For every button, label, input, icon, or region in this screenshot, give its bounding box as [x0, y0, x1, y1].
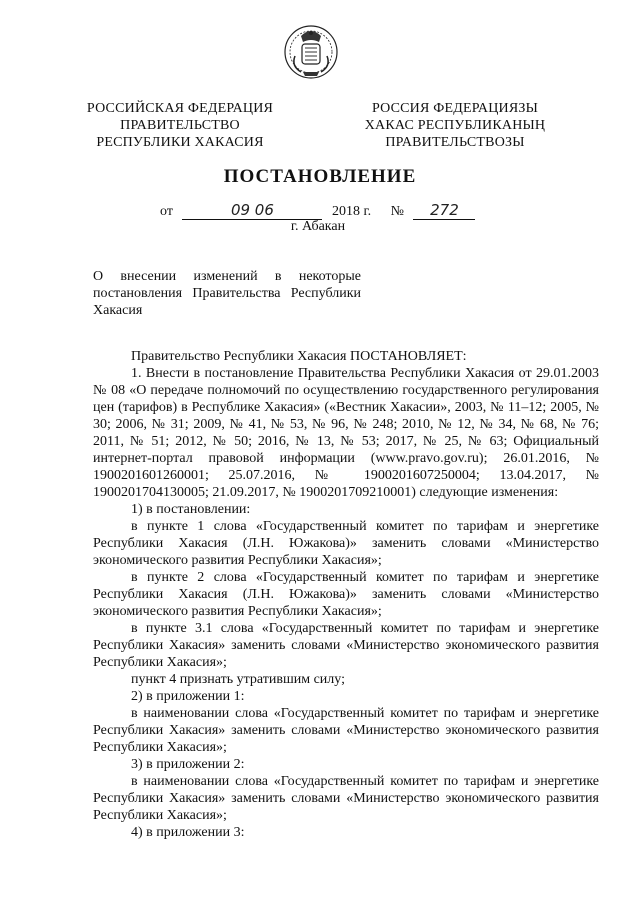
header-right-line-3: ПРАВИТЕЛЬСТВОЗЫ	[385, 135, 525, 150]
body-paragraph: в пункте 3.1 слова «Государственный комитет по тарифам и энергетике Республики Хакасия» заменить словами «Министерство экономического развития Республики Хакасия»;	[93, 621, 599, 670]
subject-line-2: постановления Правительства Республики	[93, 286, 361, 301]
number-label: №	[390, 204, 404, 219]
body-paragraph: 1) в постановлении:	[131, 502, 251, 517]
body-paragraph: пункт 4 признать утратившим силу;	[131, 672, 345, 687]
subject-line-3: Хакасия	[93, 303, 143, 318]
header-russian	[80, 100, 280, 151]
document-body	[93, 348, 599, 841]
subject-line-1: О внесении изменений в некоторые	[93, 269, 361, 284]
city-line	[0, 219, 640, 235]
date-line	[160, 203, 475, 220]
header-khakas	[350, 100, 560, 151]
header-right-line-1: РОССИЯ ФЕДЕРАЦИЯЗЫ	[371, 101, 539, 116]
header-left-line-1: РОССИЙСКАЯ ФЕДЕРАЦИЯ	[86, 101, 274, 116]
document-title: ПОСТАНОВЛЕНИЕ	[223, 166, 417, 187]
coat-of-arms-emblem-icon	[283, 22, 339, 80]
body-paragraph: 2) в приложении 1:	[131, 689, 245, 704]
header-left-line-2: ПРАВИТЕЛЬСТВО	[120, 118, 240, 133]
body-paragraph: в пункте 1 слова «Государственный комитет по тарифам и энергетике Республики Хакасия (Л.Н. Южакова)» заменить словами «Министерство экономического развития Республики Хакасия»;	[93, 519, 599, 568]
body-paragraph: в наименовании слова «Государственный комитет по тарифам и энергетике Республики Хакасия» заменить словами «Министерство экономического развития Республики Хакасия»;	[93, 774, 599, 823]
header-left-line-3: РЕСПУБЛИКИ ХАКАСИЯ	[96, 135, 264, 150]
body-paragraph: 3) в приложении 2:	[131, 757, 245, 772]
body-paragraph: в пункте 2 слова «Государственный комитет по тарифам и энергетике Республики Хакасия (Л.Н. Южакова)» заменить словами «Министерство экономического развития Республики Хакасия»;	[93, 570, 599, 619]
body-paragraph: 4) в приложении 3:	[131, 825, 245, 840]
date-prefix: от	[160, 204, 173, 219]
body-paragraph: 1. Внести в постановление Правительства Республики Хакасия от 29.01.2003 № 08 «О передаче полномочий по осуществлению государственного регулирования цен (тарифов) в Республике Хакасия» («Вестник Хакасии», 2003, № 11–12; 2005, № 30; 2006, № 31; 2009, № 41, № 53, № 96, № 248; 2010, № 12, № 34, № 68, № 76; 2011, № 51; 2012, № 50; 2016, № 13, № 53; 2017, № 25, № 63; Официальный интернет-портал правовой информации (www.pravo.gov.ru); 26.01.2016, № 1900201601260001; 25.07.2016, № 1900201607250004; 13.04.2017, № 1900201704130005; 21.09.2017, № 1900201709210001) следующие изменения:	[93, 366, 599, 500]
body-paragraph: Правительство Республики Хакасия ПОСТАНОВЛЯЕТ:	[131, 349, 467, 364]
body-paragraph: в наименовании слова «Государственный комитет по тарифам и энергетике Республики Хакасия» заменить словами «Министерство экономического развития Республики Хакасия»;	[93, 706, 599, 755]
date-year: 2018 г.	[331, 204, 372, 219]
city-name: г. Абакан	[290, 219, 346, 234]
handwritten-number: 272	[413, 203, 475, 220]
header-right-line-2: ХАКАС РЕСПУБЛИКАНЫҢ	[364, 118, 546, 133]
document-subject	[93, 268, 361, 319]
handwritten-date: 09 06	[182, 203, 322, 220]
